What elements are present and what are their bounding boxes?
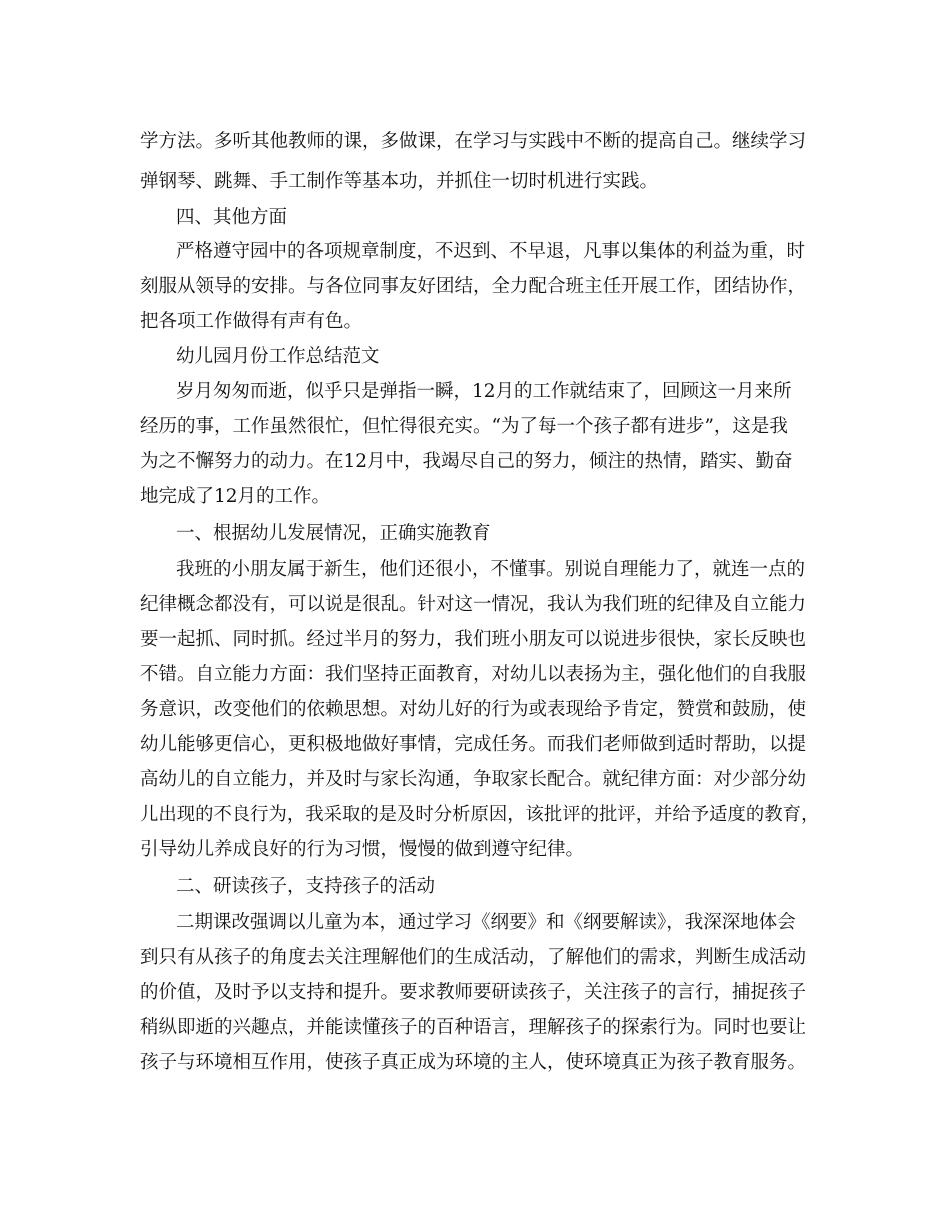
text-line: 的价值，及时予以支持和提升。要求教师要研读孩子，关注孩子的言行，捕捉孩子 (140, 982, 807, 1003)
text-line: 地完成了12月的工作。 (140, 486, 331, 507)
text-line: 不错。自立能力方面：我们坚持正面教育，对幼儿以表扬为主，强化他们的自我服 (140, 664, 807, 685)
text-line: 我班的小朋友属于新生，他们还很小，不懂事。别说自理能力了，就连一点的 (176, 559, 806, 580)
text-line: 务意识，改变他们的依赖思想。对幼儿好的行为或表现给予肯定，赞赏和鼓励，使 (140, 699, 807, 720)
text-line: 儿出现的不良行为，我采取的是及时分析原因，该批评的批评，并给予适度的教育， (140, 804, 820, 825)
text-line: 岁月匆匆而逝，似乎只是弹指一瞬，12月的工作就结束了，回顾这一月来所 (176, 381, 792, 402)
text-line: 孩子与环境相互作用，使孩子真正成为环境的主人，使环境真正为孩子教育服务。 (140, 1052, 807, 1073)
section-heading: 一、根据幼儿发展情况，正确实施教育 (176, 523, 491, 544)
text-line: 到只有从孩子的角度去关注理解他们的生成活动，了解他们的需求，判断生成活动 (140, 947, 807, 968)
text-line: 学方法。多听其他教师的课，多做课，在学习与实践中不断的提高自己。继续学习 (140, 131, 807, 152)
text-line: 二期课改强调以儿童为本，通过学习《纲要》和《纲要解读》，我深深地体会 (176, 912, 796, 933)
section-heading: 二、研读孩子，支持孩子的活动 (176, 876, 436, 897)
text-line: 幼儿能够更信心，更积极地做好事情，完成任务。而我们老师做到适时帮助，以提 (140, 734, 807, 755)
text-line: 经历的事，工作虽然很忙，但忙得很充实。“为了每一个孩子都有进步”，这是我 (140, 416, 788, 437)
text-line: 弹钢琴、跳舞、手工制作等基本功，并抓住一切时机进行实践。 (140, 171, 659, 192)
text-line: 引导幼儿养成良好的行为习惯，慢慢的做到遵守纪律。 (140, 839, 585, 860)
text-line: 高幼儿的自立能力，并及时与家长沟通，争取家长配合。就纪律方面：对少部分幼 (140, 769, 807, 790)
text-line: 把各项工作做得有声有色。 (140, 311, 363, 332)
text-line: 稍纵即逝的兴趣点，并能读懂孩子的百种语言，理解孩子的探索行为。同时也要让 (140, 1017, 807, 1038)
text-line: 刻服从领导的安排。与各位同事友好团结，全力配合班主任开展工作，团结协作， (140, 276, 807, 297)
section-heading: 四、其他方面 (176, 207, 288, 228)
text-line: 严格遵守园中的各项规章制度，不迟到、不早退，凡事以集体的利益为重，时 (176, 241, 806, 262)
text-line: 纪律概念都没有，可以说是很乱。针对这一情况，我认为我们班的纪律及自立能力 (140, 594, 807, 615)
article-title: 幼儿园月份工作总结范文 (176, 346, 380, 367)
text-line: 为之不懈努力的动力。在12月中，我竭尽自己的努力，倾注的热情，踏实、勤奋 (140, 451, 793, 472)
text-line: 要一起抓、同时抓。经过半月的努力，我们班小朋友可以说进步很快，家长反映也 (140, 629, 807, 650)
